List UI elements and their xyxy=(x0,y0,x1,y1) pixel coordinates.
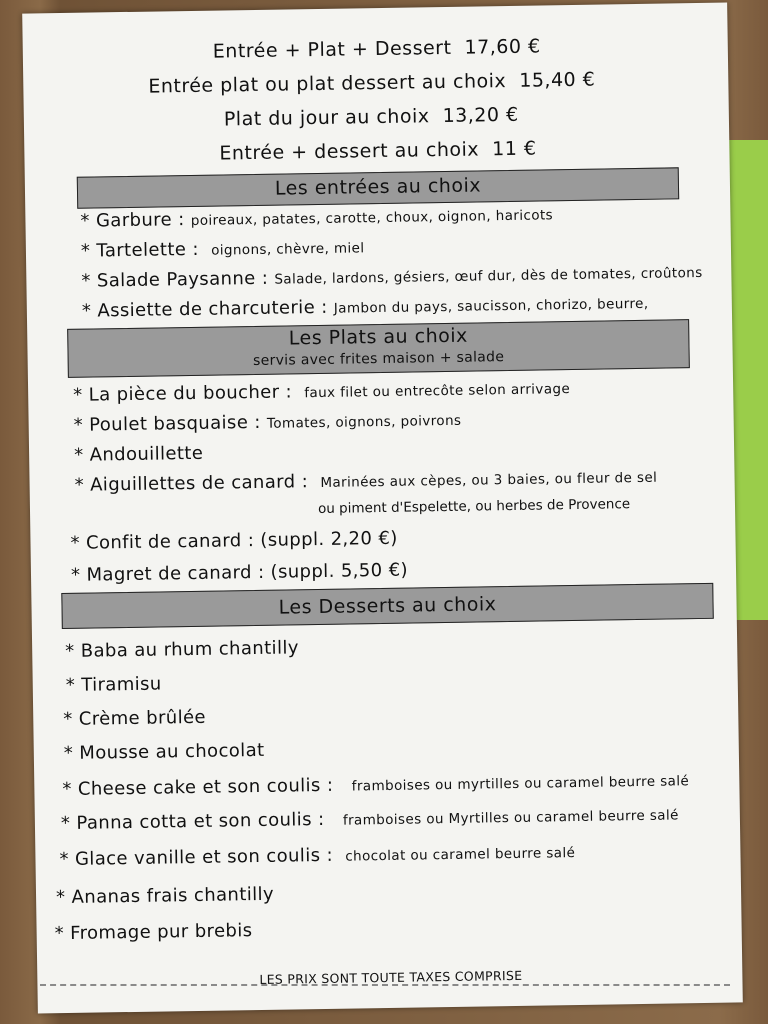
footer-note: LES PRIX SONT TOUTE TAXES COMPRISE xyxy=(259,967,523,987)
dessert-panna-cotta: * Panna cotta et son coulis : framboises ou Myrtilles ou caramel beurre salé xyxy=(60,807,679,835)
plat-aiguillettes: * Aiguillettes de canard : Marinées aux cèpes, ou 3 baies, ou fleur de sel xyxy=(74,469,658,496)
entree-garbure: * Garbure : poireaux, patates, carotte, choux, oignon, haricots xyxy=(80,207,554,232)
plat-aiguillettes-desc2: ou piment d'Espelette, ou herbes de Provence xyxy=(317,496,631,518)
formula-1: Entrée + Plat + Dessert 17,60 € xyxy=(212,35,541,63)
dessert-glace: * Glace vanille et son coulis : chocolat ou caramel beurre salé xyxy=(59,844,576,871)
dessert-creme-brulee: * Crème brûlée xyxy=(63,706,207,731)
formula-2: Entrée plat ou plat dessert au choix 15,40 € xyxy=(148,68,596,98)
plat-confit: * Confit de canard : (suppl. 2,20 €) xyxy=(70,527,398,554)
dessert-baba: * Baba au rhum chantilly xyxy=(65,637,300,663)
perforation-edge xyxy=(40,984,730,992)
entree-tartelette: * Tartelette : oignons, chèvre, miel xyxy=(80,238,365,262)
formula-3: Plat du jour au choix 13,20 € xyxy=(223,103,519,131)
entrees-header: Les entrées au choix xyxy=(77,167,679,208)
menu-sheet xyxy=(22,3,743,1014)
plat-poulet: * Poulet basquaise : Tomates, oignons, poivrons xyxy=(73,411,462,436)
dessert-cheese-cake: * Cheese cake et son coulis : framboises ou myrtilles ou caramel beurre salé xyxy=(62,773,690,801)
dessert-mousse: * Mousse au chocolat xyxy=(63,739,265,765)
formula-4: Entrée + dessert au choix 11 € xyxy=(219,137,537,165)
dessert-ananas: * Ananas frais chantilly xyxy=(55,883,275,909)
entree-salade: * Salade Paysanne : Salade, lardons, gésiers, œuf dur, dès de tomates, croûtons xyxy=(81,264,703,292)
entree-charcuterie: * Assiette de charcuterie : Jambon du pays, saucisson, chorizo, beurre, xyxy=(81,295,649,322)
desserts-header: Les Desserts au choix xyxy=(61,583,713,629)
plats-header: Les Plats au choix servis avec frites maison + salade xyxy=(67,319,690,378)
plat-magret: * Magret de canard : (suppl. 5,50 €) xyxy=(70,559,409,586)
dessert-tiramisu: * Tiramisu xyxy=(65,673,162,696)
dessert-fromage: * Fromage pur brebis xyxy=(54,920,253,945)
plat-andouillette: * Andouillette xyxy=(73,442,204,466)
plat-boucher: * La pièce du boucher : faux filet ou entrecôte selon arrivage xyxy=(73,381,571,406)
